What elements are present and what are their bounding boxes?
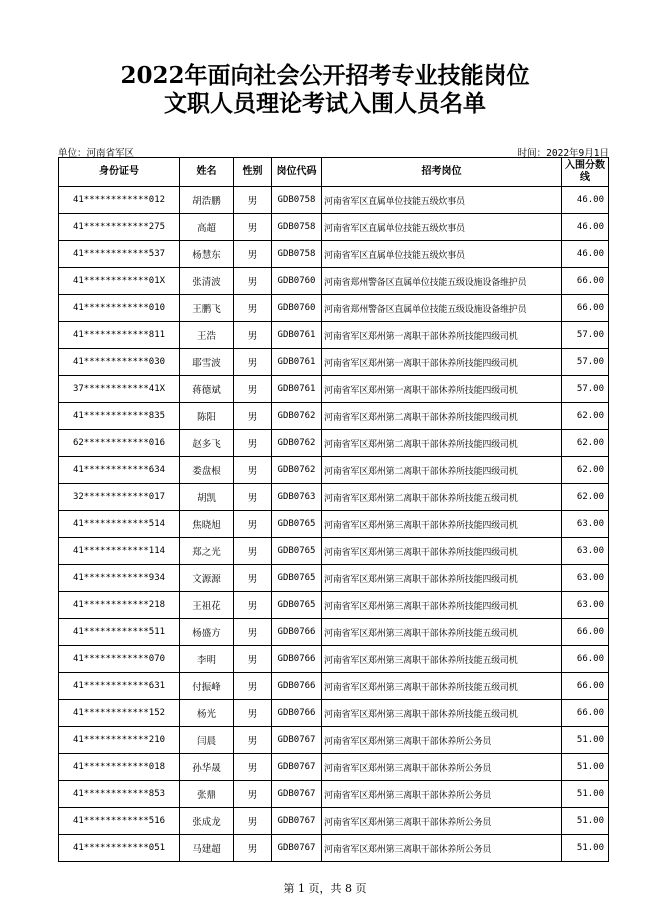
gender-cell: 男 — [234, 241, 272, 268]
gender-cell: 男 — [234, 808, 272, 835]
table-row — [59, 646, 609, 673]
post-cell: 河南省军区郑州第二离职干部休养所技能四级司机 — [322, 457, 562, 484]
id-cell: 41************012 — [59, 187, 180, 214]
table-header-row — [59, 158, 609, 187]
gender-cell: 男 — [234, 592, 272, 619]
post-code-cell: GDB0760 — [272, 268, 322, 295]
table-row — [59, 727, 609, 754]
table-row — [59, 700, 609, 727]
id-cell: 41************634 — [59, 457, 180, 484]
header-score: 入围分数线 — [562, 158, 609, 187]
score-cell: 66.00 — [562, 295, 609, 322]
table-row — [59, 673, 609, 700]
id-cell: 41************01X — [59, 268, 180, 295]
post-cell: 河南省军区郑州第三离职干部休养所技能四级司机 — [322, 511, 562, 538]
post-code-cell: GDB0765 — [272, 538, 322, 565]
post-code-cell: GDB0760 — [272, 295, 322, 322]
document-title-line-1: 2022年面向社会公开招考专业技能岗位 — [120, 62, 530, 89]
name-cell: 胡凯 — [180, 484, 234, 511]
name-cell: 高超 — [180, 214, 234, 241]
name-cell: 王祖花 — [180, 592, 234, 619]
page-footer: 第 1 页，共 8 页 — [283, 882, 367, 895]
score-cell: 57.00 — [562, 322, 609, 349]
table-row — [59, 376, 609, 403]
gender-cell: 男 — [234, 322, 272, 349]
gender-cell: 男 — [234, 727, 272, 754]
post-cell: 河南省军区郑州第三离职干部休养所公务员 — [322, 808, 562, 835]
id-cell: 32************017 — [59, 484, 180, 511]
score-cell: 62.00 — [562, 403, 609, 430]
score-cell: 66.00 — [562, 268, 609, 295]
score-cell: 51.00 — [562, 727, 609, 754]
score-cell: 63.00 — [562, 565, 609, 592]
name-cell: 文源源 — [180, 565, 234, 592]
gender-cell: 男 — [234, 538, 272, 565]
table-row — [59, 430, 609, 457]
post-code-cell: GDB0762 — [272, 403, 322, 430]
id-cell: 41************275 — [59, 214, 180, 241]
name-cell: 娄盘根 — [180, 457, 234, 484]
header-gender: 性别 — [234, 158, 272, 187]
name-cell: 郑之光 — [180, 538, 234, 565]
post-code-cell: GDB0767 — [272, 781, 322, 808]
post-code-cell: GDB0761 — [272, 322, 322, 349]
post-cell: 河南省军区郑州第三离职干部休养所公务员 — [322, 835, 562, 862]
id-cell: 41************537 — [59, 241, 180, 268]
post-code-cell: GDB0763 — [272, 484, 322, 511]
post-code-cell: GDB0767 — [272, 808, 322, 835]
post-cell: 河南省军区郑州第二离职干部休养所技能四级司机 — [322, 403, 562, 430]
name-cell: 胡浩鹏 — [180, 187, 234, 214]
score-cell: 51.00 — [562, 781, 609, 808]
name-cell: 王浩 — [180, 322, 234, 349]
table-row — [59, 754, 609, 781]
name-cell: 张成龙 — [180, 808, 234, 835]
name-cell: 闫晨 — [180, 727, 234, 754]
date-label: 时间：2022年9月1日 — [517, 148, 609, 159]
score-cell: 63.00 — [562, 538, 609, 565]
score-cell: 63.00 — [562, 511, 609, 538]
post-code-cell: GDB0765 — [272, 565, 322, 592]
id-cell: 41************835 — [59, 403, 180, 430]
id-cell: 41************030 — [59, 349, 180, 376]
name-cell: 张鼎 — [180, 781, 234, 808]
score-cell: 57.00 — [562, 349, 609, 376]
gender-cell: 男 — [234, 565, 272, 592]
post-cell: 河南省军区郑州第三离职干部休养所技能四级司机 — [322, 538, 562, 565]
post-code-cell: GDB0762 — [272, 457, 322, 484]
gender-cell: 男 — [234, 457, 272, 484]
post-code-cell: GDB0758 — [272, 214, 322, 241]
score-cell: 51.00 — [562, 835, 609, 862]
table-row — [59, 349, 609, 376]
post-cell: 河南省军区郑州第三离职干部休养所公务员 — [322, 781, 562, 808]
table-row — [59, 781, 609, 808]
id-cell: 41************018 — [59, 754, 180, 781]
score-cell: 46.00 — [562, 187, 609, 214]
post-code-cell: GDB0758 — [272, 187, 322, 214]
post-cell: 河南省军区郑州第三离职干部休养所技能五级司机 — [322, 619, 562, 646]
id-cell: 41************218 — [59, 592, 180, 619]
id-cell: 41************631 — [59, 673, 180, 700]
name-cell: 李明 — [180, 646, 234, 673]
name-cell: 赵多飞 — [180, 430, 234, 457]
post-code-cell: GDB0758 — [272, 241, 322, 268]
post-code-cell: GDB0765 — [272, 592, 322, 619]
gender-cell: 男 — [234, 619, 272, 646]
id-cell: 41************114 — [59, 538, 180, 565]
table-row — [59, 619, 609, 646]
score-cell: 62.00 — [562, 457, 609, 484]
id-cell: 41************152 — [59, 700, 180, 727]
post-code-cell: GDB0766 — [272, 673, 322, 700]
gender-cell: 男 — [234, 646, 272, 673]
post-code-cell: GDB0761 — [272, 376, 322, 403]
gender-cell: 男 — [234, 214, 272, 241]
id-cell: 62************016 — [59, 430, 180, 457]
table-row — [59, 268, 609, 295]
name-cell: 蒋德斌 — [180, 376, 234, 403]
id-cell: 41************934 — [59, 565, 180, 592]
gender-cell: 男 — [234, 484, 272, 511]
post-cell: 河南省郑州警备区直属单位技能五级设施设备维护员 — [322, 295, 562, 322]
id-cell: 41************070 — [59, 646, 180, 673]
score-cell: 51.00 — [562, 808, 609, 835]
header-name: 姓名 — [180, 158, 234, 187]
post-cell: 河南省军区郑州第一离职干部休养所技能四级司机 — [322, 349, 562, 376]
post-code-cell: GDB0767 — [272, 835, 322, 862]
gender-cell: 男 — [234, 187, 272, 214]
score-cell: 46.00 — [562, 241, 609, 268]
post-cell: 河南省军区郑州第三离职干部休养所技能四级司机 — [322, 592, 562, 619]
document-title-line-2: 文职人员理论考试入围人员名单 — [164, 90, 486, 117]
name-cell: 焦晓旭 — [180, 511, 234, 538]
candidate-table — [58, 157, 609, 862]
table-row — [59, 241, 609, 268]
gender-cell: 男 — [234, 511, 272, 538]
header-id: 身份证号 — [59, 158, 180, 187]
score-cell: 66.00 — [562, 673, 609, 700]
gender-cell: 男 — [234, 700, 272, 727]
post-code-cell: GDB0767 — [272, 754, 322, 781]
gender-cell: 男 — [234, 295, 272, 322]
table-row — [59, 511, 609, 538]
table-row — [59, 295, 609, 322]
id-cell: 37************41X — [59, 376, 180, 403]
name-cell: 陈阳 — [180, 403, 234, 430]
post-cell: 河南省郑州警备区直属单位技能五级设施设备维护员 — [322, 268, 562, 295]
gender-cell: 男 — [234, 673, 272, 700]
name-cell: 杨盛方 — [180, 619, 234, 646]
gender-cell: 男 — [234, 349, 272, 376]
name-cell: 张清波 — [180, 268, 234, 295]
id-cell: 41************010 — [59, 295, 180, 322]
name-cell: 耶雪波 — [180, 349, 234, 376]
table-row — [59, 835, 609, 862]
unit-label: 单位：河南省军区 — [58, 148, 135, 159]
post-cell: 河南省军区直属单位技能五级炊事员 — [322, 187, 562, 214]
post-code-cell: GDB0766 — [272, 619, 322, 646]
gender-cell: 男 — [234, 268, 272, 295]
name-cell: 杨慧东 — [180, 241, 234, 268]
post-cell: 河南省军区郑州第一离职干部休养所技能四级司机 — [322, 322, 562, 349]
post-cell: 河南省军区郑州第三离职干部休养所技能五级司机 — [322, 646, 562, 673]
name-cell: 孙华晟 — [180, 754, 234, 781]
id-cell: 41************516 — [59, 808, 180, 835]
gender-cell: 男 — [234, 754, 272, 781]
id-cell: 41************210 — [59, 727, 180, 754]
post-code-cell: GDB0761 — [272, 349, 322, 376]
score-cell: 66.00 — [562, 646, 609, 673]
score-cell: 63.00 — [562, 592, 609, 619]
table-row — [59, 484, 609, 511]
table-row — [59, 457, 609, 484]
post-cell: 河南省军区郑州第三离职干部休养所技能五级司机 — [322, 673, 562, 700]
score-cell: 57.00 — [562, 376, 609, 403]
table-row — [59, 565, 609, 592]
table-row — [59, 214, 609, 241]
table-row — [59, 592, 609, 619]
score-cell: 51.00 — [562, 754, 609, 781]
score-cell: 66.00 — [562, 700, 609, 727]
id-cell: 41************514 — [59, 511, 180, 538]
name-cell: 付振峰 — [180, 673, 234, 700]
post-cell: 河南省军区郑州第三离职干部休养所公务员 — [322, 727, 562, 754]
name-cell: 王鹏飞 — [180, 295, 234, 322]
score-cell: 62.00 — [562, 430, 609, 457]
table-row — [59, 187, 609, 214]
id-cell: 41************853 — [59, 781, 180, 808]
post-code-cell: GDB0767 — [272, 727, 322, 754]
gender-cell: 男 — [234, 430, 272, 457]
score-cell: 62.00 — [562, 484, 609, 511]
table-row — [59, 403, 609, 430]
post-cell: 河南省军区郑州第一离职干部休养所技能四级司机 — [322, 376, 562, 403]
post-cell: 河南省军区郑州第二离职干部休养所技能五级司机 — [322, 484, 562, 511]
id-cell: 41************811 — [59, 322, 180, 349]
post-cell: 河南省军区郑州第二离职干部休养所技能四级司机 — [322, 430, 562, 457]
header-post: 招考岗位 — [322, 158, 562, 187]
score-cell: 66.00 — [562, 619, 609, 646]
name-cell: 杨光 — [180, 700, 234, 727]
post-cell: 河南省军区郑州第三离职干部休养所公务员 — [322, 754, 562, 781]
gender-cell: 男 — [234, 403, 272, 430]
table-row — [59, 808, 609, 835]
table-row — [59, 322, 609, 349]
post-cell: 河南省军区直属单位技能五级炊事员 — [322, 214, 562, 241]
post-code-cell: GDB0766 — [272, 700, 322, 727]
id-cell: 41************511 — [59, 619, 180, 646]
score-cell: 46.00 — [562, 214, 609, 241]
gender-cell: 男 — [234, 376, 272, 403]
table-row — [59, 538, 609, 565]
header-post-code: 岗位代码 — [272, 158, 322, 187]
gender-cell: 男 — [234, 781, 272, 808]
post-code-cell: GDB0762 — [272, 430, 322, 457]
id-cell: 41************051 — [59, 835, 180, 862]
post-cell: 河南省军区直属单位技能五级炊事员 — [322, 241, 562, 268]
post-code-cell: GDB0765 — [272, 511, 322, 538]
post-code-cell: GDB0766 — [272, 646, 322, 673]
post-cell: 河南省军区郑州第三离职干部休养所技能五级司机 — [322, 700, 562, 727]
post-cell: 河南省军区郑州第三离职干部休养所技能四级司机 — [322, 565, 562, 592]
name-cell: 马建超 — [180, 835, 234, 862]
gender-cell: 男 — [234, 835, 272, 862]
